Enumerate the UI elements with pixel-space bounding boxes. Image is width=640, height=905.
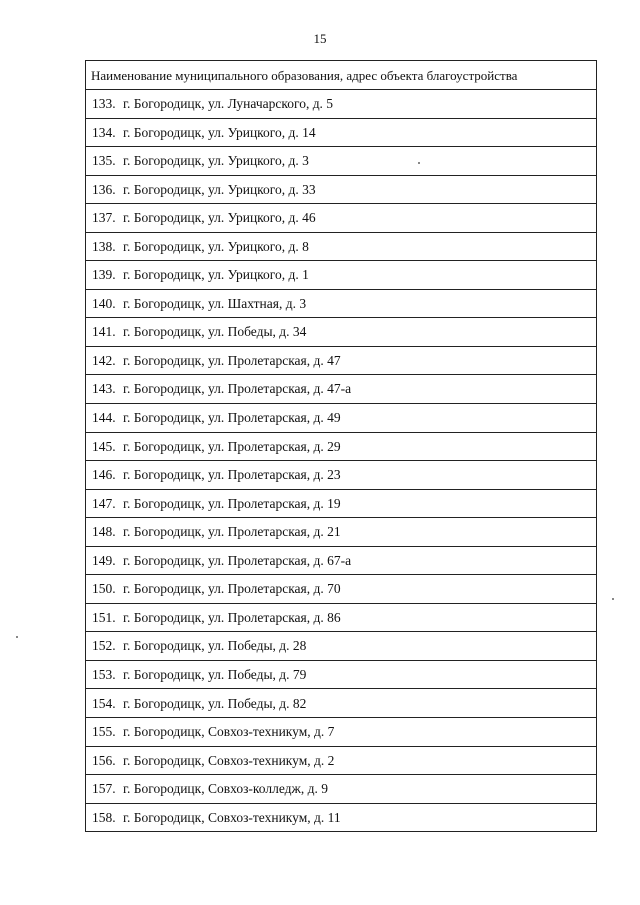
table-row: [86, 461, 597, 490]
page-number: 15: [313, 31, 327, 46]
table-row: [86, 118, 597, 147]
address-cell: [86, 118, 597, 147]
address-cell: [86, 375, 597, 404]
row-number: 139.: [92, 267, 116, 283]
row-number: 147.: [92, 495, 116, 511]
address-cell: [86, 404, 597, 433]
table-row: [86, 575, 597, 604]
address-cell: [86, 632, 597, 661]
row-address: г. Богородицк, ул. Пролетарская, д. 21: [123, 524, 341, 540]
row-number: 136.: [92, 181, 116, 197]
table-row: [86, 546, 597, 575]
address-cell: [86, 660, 597, 689]
table-row: [86, 718, 597, 747]
row-address: г. Богородицк, ул. Урицкого, д. 1: [123, 267, 309, 283]
address-cell: [86, 90, 597, 119]
address-cell: [86, 775, 597, 804]
row-number: 135.: [92, 153, 116, 169]
row-address: г. Богородицк, Совхоз-колледж, д. 9: [123, 781, 328, 797]
table-row: [86, 147, 597, 176]
address-cell: [86, 689, 597, 718]
row-number: 154.: [92, 695, 116, 711]
row-number: 146.: [92, 467, 116, 483]
table-row: [86, 489, 597, 518]
row-address: г. Богородицк, Совхоз-техникум, д. 11: [123, 809, 341, 825]
address-cell: [86, 261, 597, 290]
row-address: г. Богородицк, ул. Пролетарская, д. 70: [123, 581, 341, 597]
row-address: г. Богородицк, ул. Луначарского, д. 5: [123, 96, 334, 112]
address-cell: [86, 518, 597, 547]
row-number: 148.: [92, 524, 116, 540]
address-cell: [86, 546, 597, 575]
row-address: г. Богородицк, ул. Пролетарская, д. 47-а: [123, 381, 352, 397]
row-address: г. Богородицк, ул. Пролетарская, д. 47: [123, 352, 341, 368]
table-row: [86, 603, 597, 632]
row-address: г. Богородицк, ул. Шахтная, д. 3: [123, 295, 307, 311]
table-row: [86, 175, 597, 204]
row-address: г. Богородицк, Совхоз-техникум, д. 2: [123, 752, 335, 768]
table-row: [86, 346, 597, 375]
address-cell: [86, 718, 597, 747]
table-row: [86, 775, 597, 804]
table-row: [86, 289, 597, 318]
table-row: [86, 689, 597, 718]
table-row: [86, 90, 597, 119]
row-address: г. Богородицк, ул. Урицкого, д. 14: [123, 124, 316, 140]
address-table: [85, 60, 597, 832]
address-cell: [86, 175, 597, 204]
row-number: 156.: [92, 752, 116, 768]
table-header-cell: Наименование муниципального образования, адрес объекта благоустройства: [86, 61, 597, 90]
scan-speck: [418, 162, 420, 164]
row-number: 141.: [92, 324, 116, 340]
table-row: [86, 803, 597, 832]
row-address: г. Богородицк, ул. Пролетарская, д. 23: [123, 467, 341, 483]
row-address: г. Богородицк, ул. Пролетарская, д. 67-а: [123, 552, 352, 568]
row-number: 133.: [92, 96, 116, 112]
table-row: [86, 318, 597, 347]
row-number: 143.: [92, 381, 116, 397]
row-number: 138.: [92, 238, 116, 254]
address-cell: [86, 432, 597, 461]
table-row: [86, 432, 597, 461]
table-row: [86, 375, 597, 404]
row-address: г. Богородицк, ул. Пролетарская, д. 49: [123, 410, 341, 426]
row-number: 149.: [92, 552, 116, 568]
row-number: 155.: [92, 724, 116, 740]
row-address: г. Богородицк, Совхоз-техникум, д. 7: [123, 724, 335, 740]
row-number: 144.: [92, 410, 116, 426]
row-number: 151.: [92, 609, 116, 625]
scan-speck: [16, 636, 18, 638]
table-body: [86, 90, 597, 832]
address-cell: [86, 289, 597, 318]
address-cell: [86, 204, 597, 233]
table-row: [86, 404, 597, 433]
address-cell: [86, 346, 597, 375]
row-number: 157.: [92, 781, 116, 797]
table-row: [86, 261, 597, 290]
row-address: г. Богородицк, ул. Победы, д. 82: [123, 695, 307, 711]
row-number: 134.: [92, 124, 116, 140]
table-row: [86, 746, 597, 775]
row-number: 152.: [92, 638, 116, 654]
row-address: г. Богородицк, ул. Урицкого, д. 46: [123, 210, 316, 226]
row-number: 142.: [92, 352, 116, 368]
row-address: г. Богородицк, ул. Победы, д. 28: [123, 638, 307, 654]
row-address: г. Богородицк, ул. Пролетарская, д. 86: [123, 609, 341, 625]
row-number: 145.: [92, 438, 116, 454]
address-cell: [86, 803, 597, 832]
row-number: 150.: [92, 581, 116, 597]
row-address: г. Богородицк, ул. Победы, д. 34: [123, 324, 307, 340]
row-number: 158.: [92, 809, 116, 825]
row-address: г. Богородицк, ул. Пролетарская, д. 29: [123, 438, 341, 454]
address-cell: [86, 746, 597, 775]
row-number: 137.: [92, 210, 116, 226]
row-number: 153.: [92, 666, 116, 682]
table-row: [86, 518, 597, 547]
scan-speck: [612, 598, 614, 600]
table-row: [86, 232, 597, 261]
row-address: г. Богородицк, ул. Урицкого, д. 8: [123, 238, 309, 254]
row-address: г. Богородицк, ул. Пролетарская, д. 19: [123, 495, 341, 511]
address-cell: [86, 318, 597, 347]
row-number: 140.: [92, 295, 116, 311]
address-cell: [86, 461, 597, 490]
row-address: г. Богородицк, ул. Урицкого, д. 3: [123, 153, 309, 169]
table-header-row: [86, 61, 597, 90]
address-cell: [86, 147, 597, 176]
row-address: г. Богородицк, ул. Урицкого, д. 33: [123, 181, 316, 197]
table-row: [86, 204, 597, 233]
row-address: г. Богородицк, ул. Победы, д. 79: [123, 666, 307, 682]
address-cell: [86, 232, 597, 261]
address-cell: [86, 489, 597, 518]
table-row: [86, 632, 597, 661]
table-row: [86, 660, 597, 689]
address-cell: [86, 603, 597, 632]
address-cell: [86, 575, 597, 604]
